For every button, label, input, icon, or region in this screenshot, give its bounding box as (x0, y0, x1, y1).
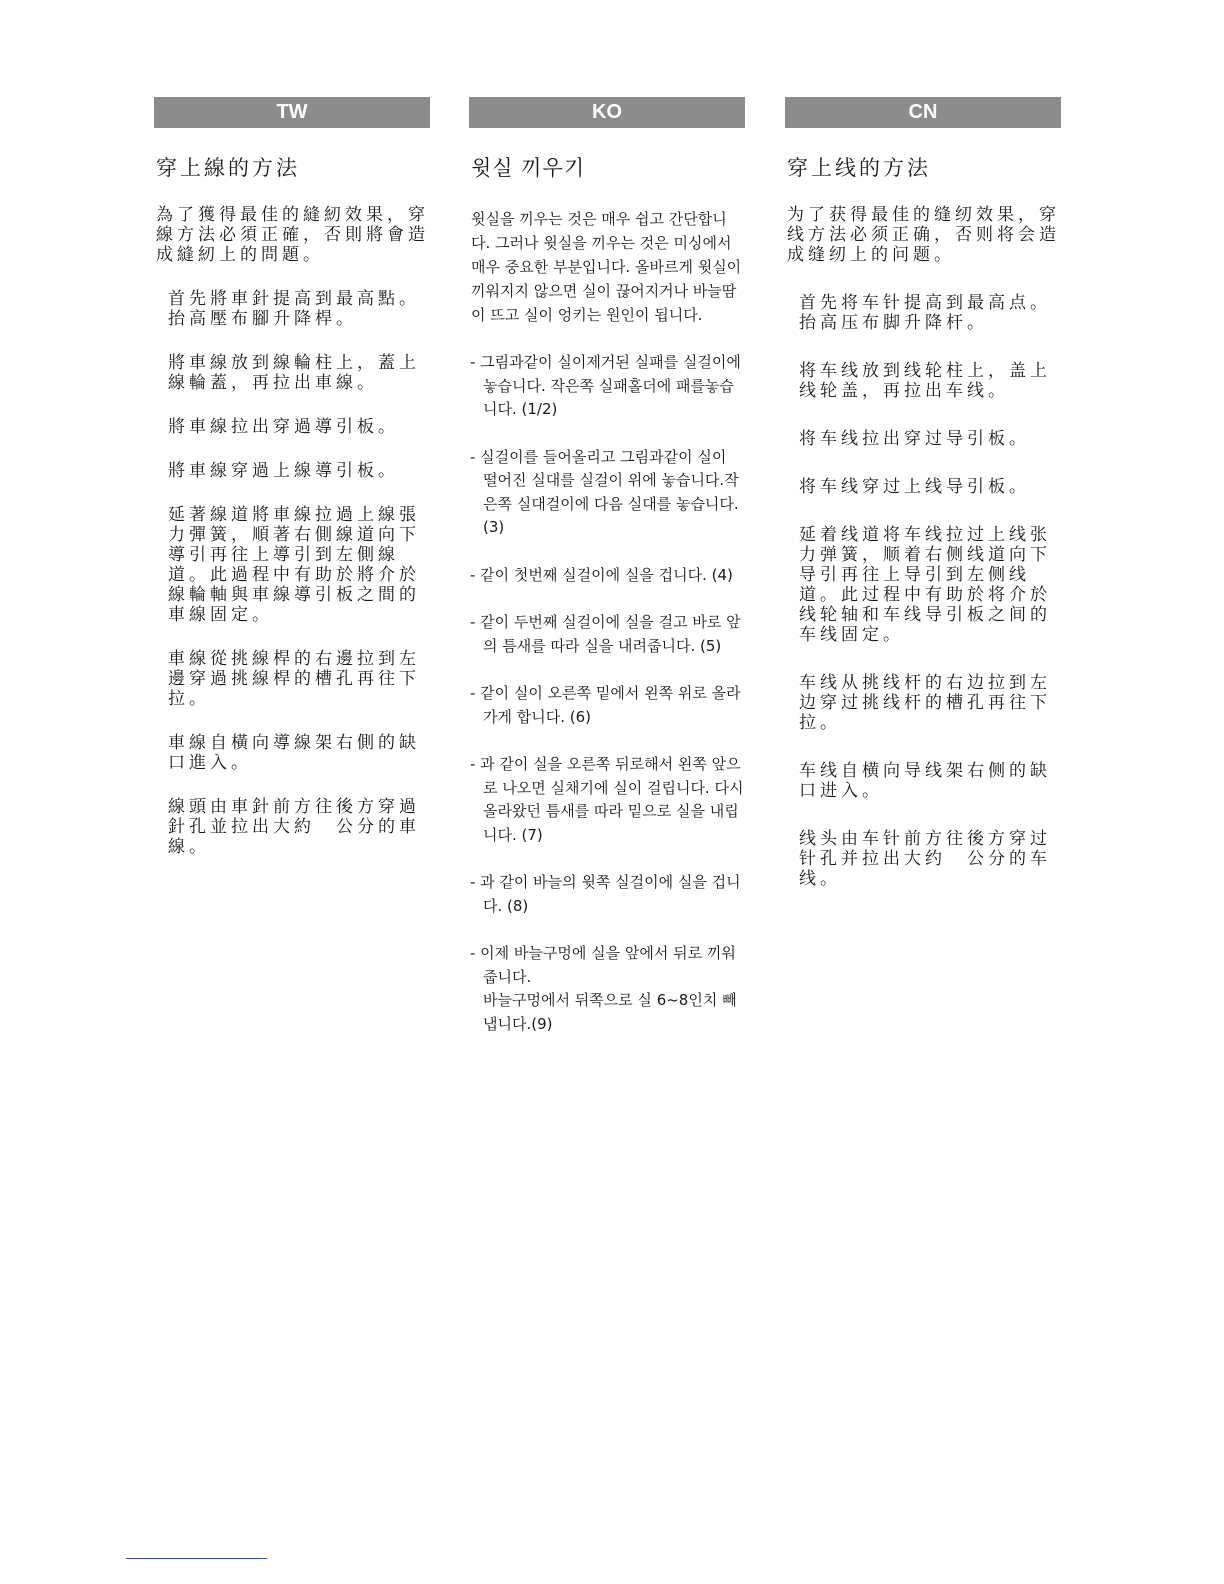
step-paragraph: - 과 같이 실을 오른쪽 뒤로해서 왼쪽 앞으로 나오면 실채기에 실이 걸립니다. 다시 올라왔던 틈새를 따라 밑으로 실을 내립니다. (7) (470, 755, 744, 844)
step-paragraph: - 그림과같이 실이제거된 실패를 실걸이에 놓습니다. 작은쪽 실패홀더에 패를놓습니다. (1/2) (470, 353, 741, 418)
step-paragraph: 車線從挑線桿的右邊拉到左邊穿過挑線桿的槽孔再往下拉。 (168, 649, 420, 709)
column-cn (785, 97, 1061, 889)
step-paragraph: 將車線穿過上線導引板。 (168, 461, 399, 481)
intro-paragraph: 為了獲得最佳的縫紉效果，穿線方法必須正確，否則將會造成縫紉上的問題。 (156, 205, 429, 265)
step-paragraph: 線頭由車針前方往後方穿過針孔並拉出大約 公分的車線。 (168, 797, 420, 857)
footer-rule (126, 1558, 267, 1559)
step-paragraph: 延著線道將車線拉過上線張力彈簧，順著右側線道向下導引再往上導引到左側線道。此過程中有助於將介於線輪軸與車線導引板之間的車線固定。 (168, 505, 420, 625)
step-paragraph: 车线从挑线杆的右边拉到左边穿过挑线杆的槽孔再往下拉。 (799, 673, 1051, 733)
language-tab-tw: TW (154, 97, 430, 128)
step-paragraph: 將車線放到線輪柱上，蓋上線輪蓋，再拉出車線。 (168, 353, 420, 393)
column-tw (154, 97, 430, 857)
intro-paragraph: 为了获得最佳的缝纫效果，穿线方法必须正确，否则将会造成缝纫上的问题。 (787, 205, 1060, 265)
intro-paragraph: 윗실을 끼우는 것은 매우 쉽고 간단합니다. 그러나 윗실을 끼우는 것은 미싱에서 매우 중요한 부분입니다. 올바르게 윗실이 끼워지지 않으면 실이 끊어지거나 바늘땀이 뜨고 실이 엉키는 원인이 됩니다. (471, 210, 742, 324)
step-paragraph: 将车线拉出穿过导引板。 (799, 429, 1030, 449)
step-paragraph: - 실걸이를 들어올리고 그림과같이 실이 떨어진 실대를 실걸이 위에 놓습니다.작은쪽 실대걸이에 다음 실대를 놓습니다. (3) (470, 447, 739, 536)
step-paragraph: - 같이 두번째 실걸이에 실을 걸고 바로 앞의 틈새를 따라 실을 내려줍니다. (5) (470, 613, 741, 655)
step-paragraph: - 같이 첫번째 실걸이에 실을 겁니다. (4) (470, 565, 733, 584)
step-paragraph: 車線自橫向導線架右側的缺口進入。 (168, 733, 420, 773)
section-heading: 穿上线的方法 (787, 156, 931, 180)
section-heading: 윗실 끼우기 (471, 156, 586, 180)
step-paragraph: - 과 같이 바늘의 윗쪽 실걸이에 실을 겁니다. (8) (470, 873, 741, 915)
step-paragraph: 车线自横向导线架右侧的缺口进入。 (799, 761, 1051, 801)
step-paragraph: 延着线道将车线拉过上线张力弹簧，顺着右侧线道向下导引再往上导引到左侧线道。此过程中有助於将介於线轮轴和车线导引板之间的车线固定。 (799, 525, 1051, 645)
language-tab-cn: CN (785, 97, 1061, 128)
step-paragraph: 将车线穿过上线导引板。 (799, 477, 1030, 497)
column-ko (469, 97, 745, 1036)
step-paragraph: 首先将车针提高到最高点。抬高压布脚升降杆。 (799, 293, 1051, 333)
language-tab-ko: KO (469, 97, 745, 128)
step-paragraph: 首先將車針提高到最高點。抬高壓布腳升降桿。 (168, 289, 420, 329)
step-paragraph: - 이제 바늘구멍에 실을 앞에서 뒤로 끼워줍니다. 바늘구멍에서 뒤쪽으로 실 6~8인치 빼냅니다.(9) (470, 944, 737, 1033)
section-heading: 穿上線的方法 (156, 156, 300, 180)
step-paragraph: 线头由车针前方往後方穿过针孔并拉出大约 公分的车线。 (799, 829, 1051, 889)
step-paragraph: 将车线放到线轮柱上，盖上线轮盖，再拉出车线。 (799, 361, 1051, 401)
step-paragraph: 將車線拉出穿過導引板。 (168, 417, 399, 437)
step-paragraph: - 같이 실이 오른쪽 밑에서 왼쪽 위로 올라가게 합니다. (6) (470, 684, 741, 726)
